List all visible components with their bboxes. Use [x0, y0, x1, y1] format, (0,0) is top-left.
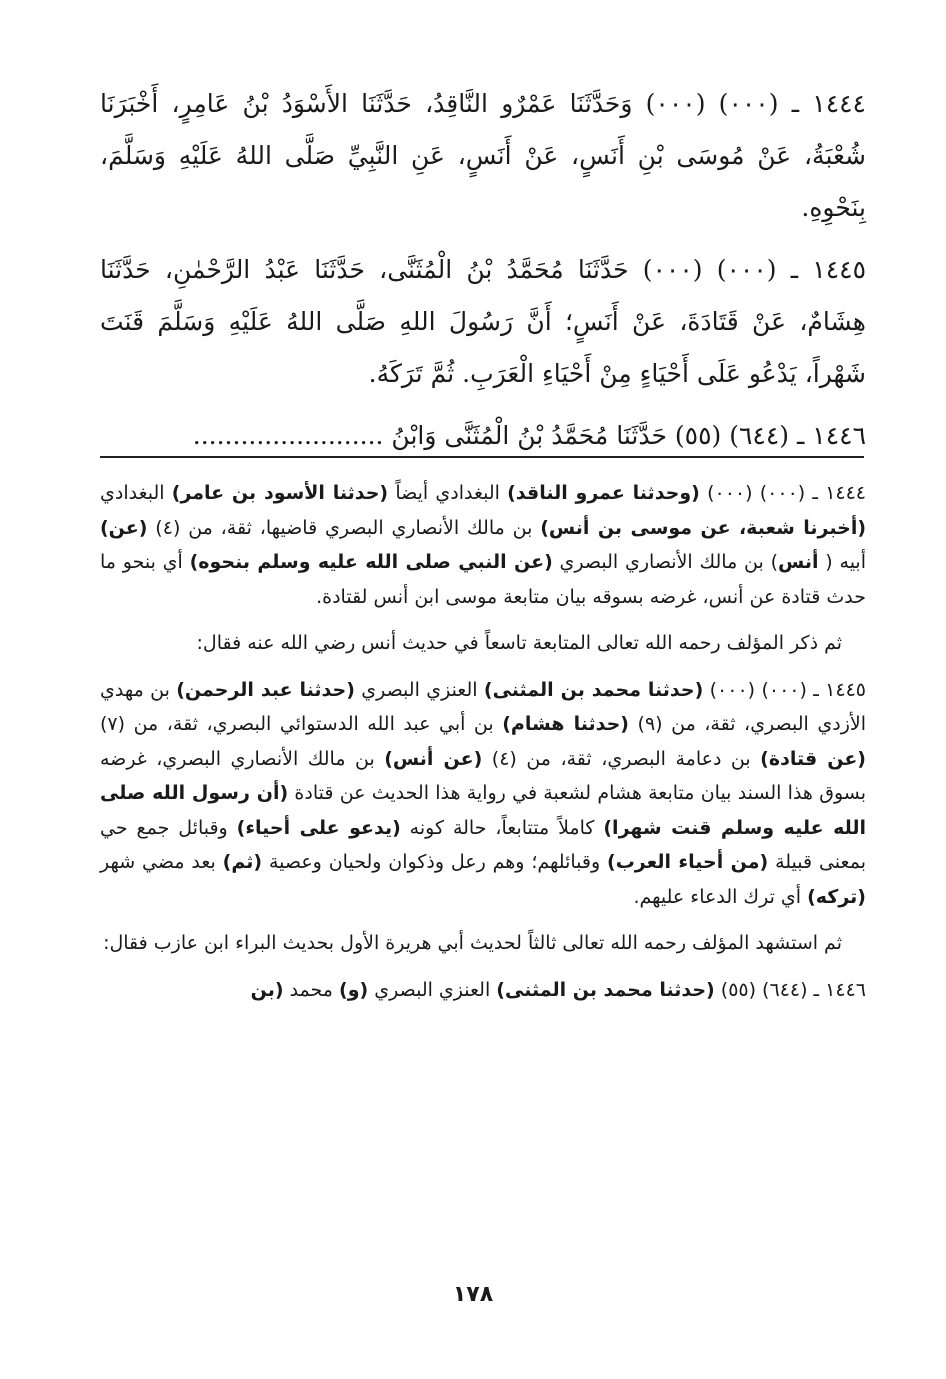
commentary-quote: (حدثنا الأسود بن عامر) — [171, 482, 389, 504]
commentary-quote: (يدعو على أحياء) — [236, 816, 401, 839]
commentary-text: أي بنحو ما حدث قتادة عن أنس، غرضه بسوقه بيان متابعة موسى ابن أنس لقتادة. — [100, 551, 866, 608]
commentary-quote: (حدثنا محمد بن المثنى) — [496, 978, 715, 1001]
commentary-intro-1445: ثم ذكر المؤلف رحمه الله تعالى المتابعة تاسعاً في حديث أنس رضي الله عنه فقال: — [196, 632, 842, 654]
commentary-quote: (و) — [339, 978, 369, 1001]
footnote-divider — [100, 456, 864, 458]
commentary-text: ١٤٤٤ ـ (٠٠٠) (٠٠٠) — [699, 482, 867, 504]
commentary-1446 — [100, 973, 866, 1008]
hadith-1444: ١٤٤٤ ـ (٠٠٠) (٠٠٠) وَحَدَّثَنَا عَمْرٌو النَّاقِدُ، حَدَّثَنَا الأَسْوَدُ بْنُ عَامِرٍ، أَخْبَرَنَا شُعْبَةُ، عَنْ مُوسَى بْنِ أَنَسٍ، عَنْ أَنَسٍ، عَنِ النَّبِيِّ صَلَّى اللهُ عَلَيْهِ وَسَلَّمَ، بِنَحْوِهِ. — [100, 89, 866, 222]
commentary-quote: (عن) — [100, 516, 148, 539]
commentary-1445 — [100, 673, 866, 915]
commentary-text: العنزي البصري — [368, 978, 497, 1001]
commentary-text: ١٤٤٦ ـ (٦٤٤) (٥٥) — [714, 978, 866, 1001]
commentary-quote: (عن قتادة) — [760, 747, 866, 770]
commentary-text: ١٤٤٥ ـ (٠٠٠) (٠٠٠) — [703, 678, 866, 701]
commentary-quote: (أن رسول الله صلى الله عليه وسلم قنت شهرا) — [100, 782, 866, 839]
hadith-text-section — [100, 78, 866, 462]
commentary-quote: (ثم) — [222, 851, 263, 873]
commentary-text: ) بن مالك الأنصاري البصري — [552, 551, 778, 573]
commentary-quote: (من أحياء العرب) — [607, 851, 769, 873]
page-number: ١٧٨ — [452, 1282, 494, 1307]
commentary-section — [100, 476, 866, 1019]
commentary-text: العنزي البصري — [354, 678, 484, 701]
commentary-quote: (حدثنا عبد الرحمن) — [176, 678, 355, 701]
commentary-quote: (حدثنا محمد بن المثنى) — [483, 678, 704, 701]
commentary-text: محمد — [283, 978, 340, 1001]
commentary-quote: (عن النبي صلى الله عليه وسلم بنحوه) — [189, 551, 553, 573]
commentary-quote: (بن — [250, 978, 284, 1001]
hadith-1445: ١٤٤٥ ـ (٠٠٠) (٠٠٠) حَدَّثَنَا مُحَمَّدُ بْنُ الْمُثَنَّى، حَدَّثَنَا عَبْدُ الرَّحْمٰنِ، حَدَّثَنَا هِشَامٌ، عَنْ قَتَادَةَ، عَنْ أَنَسٍ؛ أَنَّ رَسُولَ اللهِ صَلَّى اللهُ عَلَيْهِ وَسَلَّمَ قَنَتَ شَهْراً، يَدْعُو عَلَى أَحْيَاءٍ مِنْ أَحْيَاءِ الْعَرَبِ. ثُمَّ تَرَكَهُ. — [100, 255, 866, 388]
commentary-quote: (حدثنا هشام) — [502, 713, 629, 735]
commentary-quote: (أخبرنا شعبة، عن موسى بن أنس) — [540, 516, 867, 539]
commentary-text: البغدادي — [100, 482, 172, 504]
commentary-text: أي ترك الدعاء عليهم. — [633, 885, 808, 908]
commentary-text: كاملاً متتابعاً، حالة كونه — [400, 816, 604, 839]
commentary-text: وقبائل جمع حي بمعنى قبيلة — [100, 816, 866, 873]
commentary-text: بن مالك الأنصاري البصري قاضيها، ثقة، من (٤) — [147, 516, 541, 539]
commentary-text: وقبائلهم؛ وهم رعل وذكوان ولحيان وعصية — [262, 851, 608, 873]
commentary-1444 — [100, 476, 866, 614]
commentary-text: بن دعامة البصري، ثقة، من (٤) — [482, 747, 761, 770]
commentary-text: بن مهدي الأزدي البصري، ثقة، من (٩) — [100, 678, 866, 735]
commentary-intro-1446: ثم استشهد المؤلف رحمه الله تعالى ثالثاً لحديث أبي هريرة الأول بحديث البراء ابن عازب فقال: — [103, 932, 842, 954]
commentary-quote: (عن أنس) — [384, 747, 483, 770]
commentary-quote: (تركه) — [807, 885, 866, 908]
commentary-text: بعد مضي شهر — [100, 851, 223, 873]
commentary-quote: أنس — [778, 551, 819, 573]
hadith-1446: ١٤٤٦ ـ (٦٤٤) (٥٥) حَدَّثَنَا مُحَمَّدُ بْنُ الْمُثَنَّى وَابْنُ ........................ — [192, 421, 866, 450]
commentary-text: أبيه ( — [818, 551, 866, 573]
commentary-text: البغدادي أيضاً — [388, 482, 508, 504]
commentary-text: بن مالك الأنصاري البصري، غرضه بسوق هذا السند بيان متابعة هشام لشعبة في رواية هذا الحديث عن قتادة — [100, 747, 866, 804]
commentary-quote: (وحدثنا عمرو الناقد) — [507, 482, 700, 504]
commentary-text: بن أبي عبد الله الدستوائي البصري، ثقة، من (٧) — [100, 713, 503, 735]
